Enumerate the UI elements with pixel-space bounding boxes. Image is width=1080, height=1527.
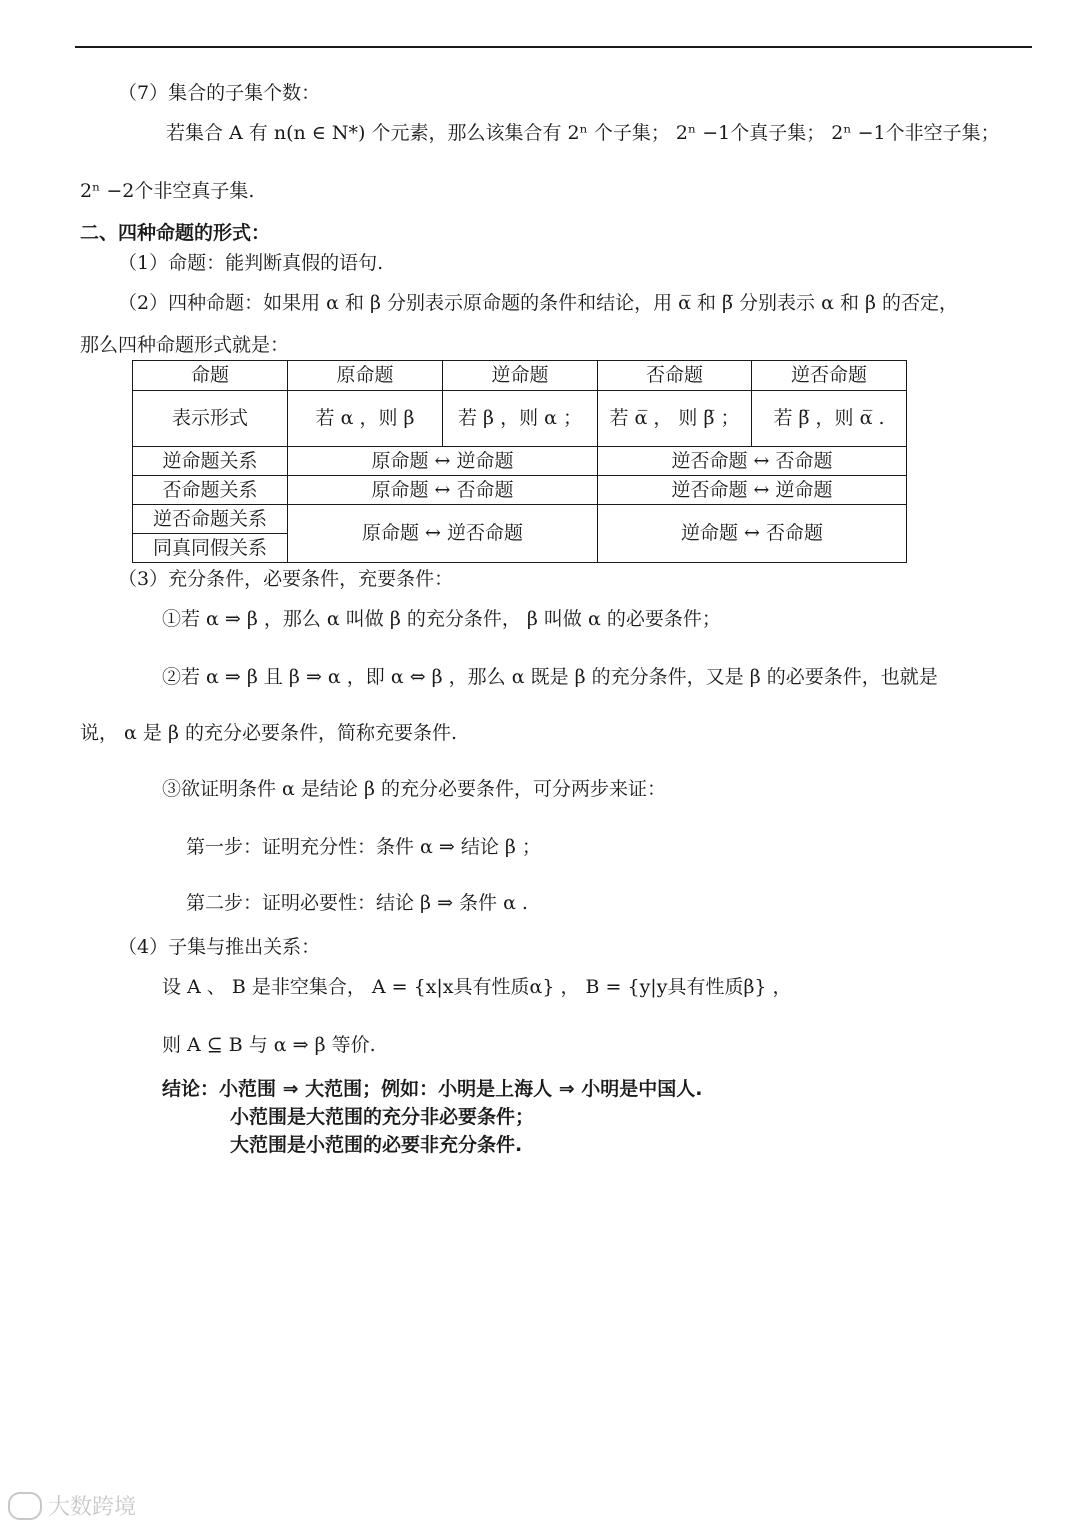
table-header-cell: 逆命题 [443,361,598,391]
table-row [133,361,907,391]
table-header-cell: 原命题 [288,361,443,391]
table-cell: 逆否命题 ↔ 逆命题 [598,476,907,505]
proposition-definition: （1）命题：能判断真假的语句. [118,252,384,274]
table-cell: 若 α ，则 β [288,391,443,447]
table-cell: 逆命题关系 [133,447,288,476]
section-4-title: （4）子集与推出关系： [118,936,321,958]
watermark [8,1490,136,1521]
proof-step-1: 第一步：证明充分性：条件 α ⇒ 结论 β ； [186,836,541,858]
section-7-title: （7）集合的子集个数： [118,82,321,104]
condition-2-cont: 说， α 是 β 的充分必要条件，简称充要条件. [80,722,458,744]
four-propositions-intro-cont: 那么四种命题形式就是： [80,334,290,356]
table-row [133,391,907,447]
table-row [133,447,907,476]
table-header-cell: 否命题 [598,361,752,391]
condition-3: ③欲证明条件 α 是结论 β 的充分必要条件，可分两步来证： [162,778,666,800]
table-cell: 逆否命题 ↔ 否命题 [598,447,907,476]
condition-2: ②若 α ⇒ β 且 β ⇒ α ，即 α ⇔ β ，那么 α 既是 β 的充分条件，又是 β 的必要条件，也就是 [162,666,938,688]
propositions-table [132,360,907,563]
proof-step-2: 第二步：证明必要性：结论 β ⇒ 条件 α . [186,892,528,914]
table-row [133,476,907,505]
conclusion-line-1: 结论：小范围 ⇒ 大范围；例如：小明是上海人 ⇒ 小明是中国人. [162,1078,703,1100]
table-cell: 逆命题 ↔ 否命题 [598,505,907,563]
table-cell: 若 β̅ ，则 α̅ . [752,391,907,447]
four-propositions-intro: （2）四种命题：如果用 α 和 β 分别表示原命题的条件和结论，用 α̅ 和 β̅ 分别表示 α 和 β 的否定， [118,292,959,314]
table-cell: 原命题 ↔ 逆命题 [288,447,598,476]
section-3-title: （3）充分条件，必要条件，充要条件： [118,568,454,590]
section-heading-four-propositions: 二、四种命题的形式： [80,222,271,244]
table-header-cell: 命题 [133,361,288,391]
subset-count-line: 若集合 A 有 n(n ∈ N*) 个元素，那么该集合有 2ⁿ 个子集； 2ⁿ −1个真子集； 2ⁿ −1个非空子集； [166,122,1000,144]
table-row [133,505,907,534]
condition-1: ①若 α ⇒ β ，那么 α 叫做 β 的充分条件， β 叫做 α 的必要条件； [162,608,721,630]
subset-equivalence: 则 A ⊆ B 与 α ⇒ β 等价. [162,1034,376,1056]
conclusion-line-2: 小范围是大范围的充分非必要条件； [230,1106,535,1128]
table-cell: 逆否命题关系 [133,505,288,534]
subset-count-line-cont: 2ⁿ −2个非空真子集. [80,180,255,202]
table-cell: 若 β ，则 α ； [443,391,598,447]
watermark-logo-icon [8,1492,42,1520]
table-cell: 若 α̅ ， 则 β̅ ； [598,391,752,447]
subset-definition: 设 A 、 B 是非空集合， A = {x|x具有性质α} ， B = {y|y具有性质β} ， [162,976,792,998]
table-cell: 原命题 ↔ 否命题 [288,476,598,505]
table-cell: 原命题 ↔ 逆否命题 [288,505,598,563]
watermark-text: 大数跨境 [48,1495,137,1520]
header-rule [75,46,1032,48]
table-cell: 同真同假关系 [133,534,288,563]
table-header-cell: 逆否命题 [752,361,907,391]
table-cell: 否命题关系 [133,476,288,505]
conclusion-line-3: 大范围是小范围的必要非充分条件. [230,1134,523,1156]
table-cell: 表示形式 [133,391,288,447]
